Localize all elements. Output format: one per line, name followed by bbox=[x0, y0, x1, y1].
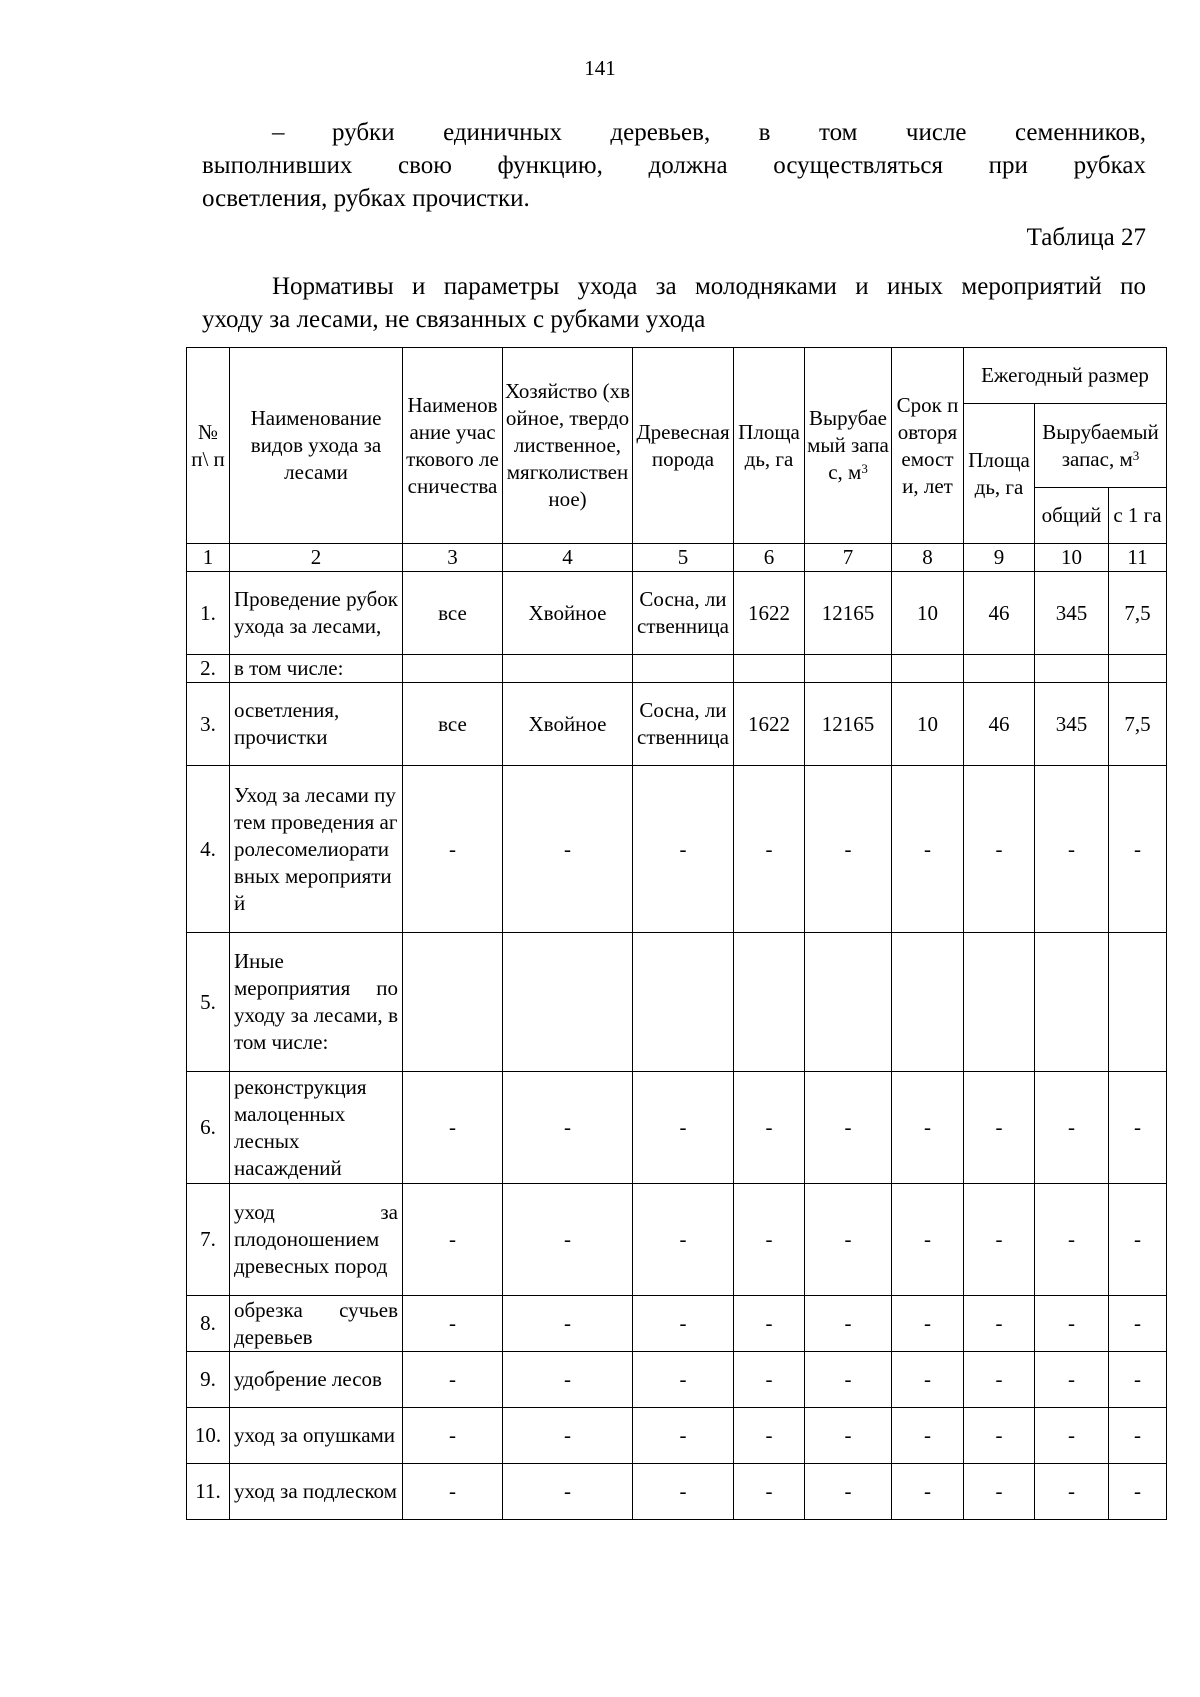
row-species: Сосна, лиственница bbox=[633, 683, 734, 766]
table-row bbox=[187, 1408, 1167, 1464]
column-number: 2 bbox=[230, 544, 403, 572]
row-annual-per-ha bbox=[1109, 933, 1167, 1072]
row-annual-area: - bbox=[964, 1296, 1035, 1352]
row-care-name: уход за плодоношением древесных пород bbox=[230, 1184, 403, 1296]
row-number: 10. bbox=[187, 1408, 230, 1464]
row-farm: - bbox=[503, 1408, 633, 1464]
header-annual-stock-sup: 3 bbox=[1132, 447, 1140, 463]
header-felled-stock-text: Вырубаемый запас, м bbox=[807, 406, 889, 484]
row-care-name: Иные мероприятия по уходу за лесами, в том числе: bbox=[230, 933, 403, 1072]
row-annual-area: - bbox=[964, 1464, 1035, 1520]
intro-paragraph bbox=[202, 116, 1146, 215]
row-district: - bbox=[403, 1352, 503, 1408]
row-number: 2. bbox=[187, 655, 230, 683]
row-area: - bbox=[734, 766, 805, 933]
row-farm: Хвойное bbox=[503, 683, 633, 766]
row-annual-per-ha: 7,5 bbox=[1109, 572, 1167, 655]
row-area: - bbox=[734, 1464, 805, 1520]
paragraph-line-1-text: рубки единичных деревьев, в том числе семенников, bbox=[332, 119, 1146, 146]
row-annual-per-ha: - bbox=[1109, 1296, 1167, 1352]
row-stock bbox=[805, 655, 892, 683]
row-annual-total: 345 bbox=[1035, 683, 1109, 766]
row-period: - bbox=[892, 1408, 964, 1464]
row-farm: Хвойное bbox=[503, 572, 633, 655]
row-number: 8. bbox=[187, 1296, 230, 1352]
row-annual-per-ha: - bbox=[1109, 1408, 1167, 1464]
header-care-type: Наименование видов ухода за лесами bbox=[230, 348, 403, 544]
table-title bbox=[202, 270, 1146, 336]
row-annual-per-ha: - bbox=[1109, 1464, 1167, 1520]
column-number: 7 bbox=[805, 544, 892, 572]
table-row bbox=[187, 933, 1167, 1072]
header-tree-species: Древесная порода bbox=[633, 348, 734, 544]
row-number: 11. bbox=[187, 1464, 230, 1520]
row-number: 3. bbox=[187, 683, 230, 766]
row-area: - bbox=[734, 1296, 805, 1352]
row-area: - bbox=[734, 1184, 805, 1296]
column-number: 10 bbox=[1035, 544, 1109, 572]
header-annual-area: Площадь, га bbox=[964, 404, 1035, 544]
header-felled-stock-sup: 3 bbox=[861, 461, 868, 476]
row-annual-total: - bbox=[1035, 1296, 1109, 1352]
row-farm: - bbox=[503, 1352, 633, 1408]
row-species: - bbox=[633, 1408, 734, 1464]
header-number: № п\ п bbox=[187, 348, 230, 544]
row-annual-area: - bbox=[964, 1072, 1035, 1184]
row-annual-area: 46 bbox=[964, 683, 1035, 766]
row-district: - bbox=[403, 1408, 503, 1464]
table-row bbox=[187, 766, 1167, 933]
row-annual-per-ha: - bbox=[1109, 1072, 1167, 1184]
row-period: - bbox=[892, 1296, 964, 1352]
row-number: 9. bbox=[187, 1352, 230, 1408]
row-stock: - bbox=[805, 766, 892, 933]
table-row bbox=[187, 655, 1167, 683]
row-district: все bbox=[403, 683, 503, 766]
row-care-name: удобрение лесов bbox=[230, 1352, 403, 1408]
paragraph-dash: – bbox=[272, 119, 285, 146]
row-farm: - bbox=[503, 1464, 633, 1520]
row-annual-area: - bbox=[964, 1408, 1035, 1464]
page-number: 141 bbox=[584, 56, 616, 80]
paragraph-line-3: осветления, рубках прочистки. bbox=[202, 185, 530, 212]
row-annual-area bbox=[964, 655, 1035, 683]
row-farm bbox=[503, 933, 633, 1072]
table-row bbox=[187, 572, 1167, 655]
row-annual-per-ha: - bbox=[1109, 1184, 1167, 1296]
table-title-line-2: уходу за лесами, не связанных с рубками ухода bbox=[202, 306, 706, 333]
row-annual-area: - bbox=[964, 1352, 1035, 1408]
column-number: 6 bbox=[734, 544, 805, 572]
row-annual-total bbox=[1035, 655, 1109, 683]
row-stock: - bbox=[805, 1352, 892, 1408]
row-period: - bbox=[892, 1072, 964, 1184]
row-annual-per-ha bbox=[1109, 655, 1167, 683]
table-title-line-1: Нормативы и параметры ухода за молодняками и иных мероприятий по bbox=[272, 273, 1146, 300]
row-species: - bbox=[633, 766, 734, 933]
row-farm: - bbox=[503, 1296, 633, 1352]
row-period: 10 bbox=[892, 572, 964, 655]
row-stock: - bbox=[805, 1296, 892, 1352]
row-farm: - bbox=[503, 1072, 633, 1184]
column-number: 11 bbox=[1109, 544, 1167, 572]
header-repeat-period: Срок повторяемости, лет bbox=[892, 348, 964, 544]
row-care-name: в том числе: bbox=[230, 655, 403, 683]
row-stock: - bbox=[805, 1072, 892, 1184]
column-number-row bbox=[187, 544, 1167, 572]
paragraph-line-2: выполнивших свою функцию, должна осуществляться при рубках bbox=[202, 152, 1146, 179]
row-annual-area: - bbox=[964, 1184, 1035, 1296]
row-district bbox=[403, 655, 503, 683]
row-period bbox=[892, 933, 964, 1072]
row-number: 6. bbox=[187, 1072, 230, 1184]
table-row bbox=[187, 1296, 1167, 1352]
header-felled-stock bbox=[805, 348, 892, 544]
row-care-name: реконструкция малоценных лесных насаждений bbox=[230, 1072, 403, 1184]
row-species bbox=[633, 655, 734, 683]
row-annual-total: - bbox=[1035, 1352, 1109, 1408]
header-area: Площадь, га bbox=[734, 348, 805, 544]
row-period: 10 bbox=[892, 683, 964, 766]
row-species: - bbox=[633, 1464, 734, 1520]
row-annual-total: - bbox=[1035, 1464, 1109, 1520]
header-annual-size: Ежегодный размер bbox=[964, 348, 1167, 404]
row-annual-total: - bbox=[1035, 1184, 1109, 1296]
row-care-name: Уход за лесами путем проведения агролесомелиоративных мероприятий bbox=[230, 766, 403, 933]
row-care-name: осветления, прочистки bbox=[230, 683, 403, 766]
row-area: - bbox=[734, 1072, 805, 1184]
row-district: - bbox=[403, 1184, 503, 1296]
row-number: 5. bbox=[187, 933, 230, 1072]
header-per-ha: с 1 га bbox=[1109, 488, 1167, 544]
row-care-name: уход за опушками bbox=[230, 1408, 403, 1464]
row-area: - bbox=[734, 1408, 805, 1464]
row-annual-total: - bbox=[1035, 766, 1109, 933]
row-area bbox=[734, 933, 805, 1072]
row-district: - bbox=[403, 1296, 503, 1352]
row-period: - bbox=[892, 1352, 964, 1408]
row-number: 1. bbox=[187, 572, 230, 655]
column-number: 9 bbox=[964, 544, 1035, 572]
row-number: 7. bbox=[187, 1184, 230, 1296]
row-annual-per-ha: - bbox=[1109, 766, 1167, 933]
header-farm-type: Хозяйство (хвойное, твердолиственное, мягколиственное) bbox=[503, 348, 633, 544]
row-species: - bbox=[633, 1184, 734, 1296]
row-annual-area: 46 bbox=[964, 572, 1035, 655]
row-area: 1622 bbox=[734, 683, 805, 766]
row-farm: - bbox=[503, 1184, 633, 1296]
row-stock: - bbox=[805, 1184, 892, 1296]
header-annual-stock bbox=[1035, 404, 1167, 488]
row-stock: 12165 bbox=[805, 572, 892, 655]
row-stock: 12165 bbox=[805, 683, 892, 766]
table-row bbox=[187, 1352, 1167, 1408]
forest-care-table bbox=[186, 347, 1167, 1520]
row-annual-total bbox=[1035, 933, 1109, 1072]
table-row bbox=[187, 683, 1167, 766]
column-number: 5 bbox=[633, 544, 734, 572]
table-number: Таблица 27 bbox=[1026, 224, 1146, 251]
row-annual-area bbox=[964, 933, 1035, 1072]
header-annual-stock-text: Вырубаемый запас, м bbox=[1042, 419, 1159, 471]
row-area bbox=[734, 655, 805, 683]
row-farm bbox=[503, 655, 633, 683]
row-district: все bbox=[403, 572, 503, 655]
row-district: - bbox=[403, 1072, 503, 1184]
header-forestry-district: Наименование участкового лесничества bbox=[403, 348, 503, 544]
row-care-name: уход за подлеском bbox=[230, 1464, 403, 1520]
paragraph-line-1 bbox=[202, 116, 1146, 149]
row-species: - bbox=[633, 1296, 734, 1352]
row-species: - bbox=[633, 1072, 734, 1184]
column-number: 4 bbox=[503, 544, 633, 572]
column-number: 3 bbox=[403, 544, 503, 572]
row-care-name: обрезка сучьев деревьев bbox=[230, 1296, 403, 1352]
row-district: - bbox=[403, 1464, 503, 1520]
table-row bbox=[187, 1184, 1167, 1296]
row-stock: - bbox=[805, 1408, 892, 1464]
row-period: - bbox=[892, 1464, 964, 1520]
row-period: - bbox=[892, 766, 964, 933]
row-district: - bbox=[403, 766, 503, 933]
row-species: Сосна, лиственница bbox=[633, 572, 734, 655]
header-total: общий bbox=[1035, 488, 1109, 544]
column-number: 1 bbox=[187, 544, 230, 572]
table-row bbox=[187, 1464, 1167, 1520]
row-care-name: Проведение рубок ухода за лесами, bbox=[230, 572, 403, 655]
table-row bbox=[187, 1072, 1167, 1184]
row-annual-area: - bbox=[964, 766, 1035, 933]
row-period bbox=[892, 655, 964, 683]
column-number: 8 bbox=[892, 544, 964, 572]
row-annual-total: - bbox=[1035, 1408, 1109, 1464]
row-annual-per-ha: 7,5 bbox=[1109, 683, 1167, 766]
row-area: 1622 bbox=[734, 572, 805, 655]
row-annual-total: - bbox=[1035, 1072, 1109, 1184]
row-annual-per-ha: - bbox=[1109, 1352, 1167, 1408]
row-period: - bbox=[892, 1184, 964, 1296]
row-district bbox=[403, 933, 503, 1072]
row-area: - bbox=[734, 1352, 805, 1408]
row-farm: - bbox=[503, 766, 633, 933]
row-annual-total: 345 bbox=[1035, 572, 1109, 655]
row-number: 4. bbox=[187, 766, 230, 933]
row-species bbox=[633, 933, 734, 1072]
row-stock bbox=[805, 933, 892, 1072]
row-stock: - bbox=[805, 1464, 892, 1520]
row-species: - bbox=[633, 1352, 734, 1408]
